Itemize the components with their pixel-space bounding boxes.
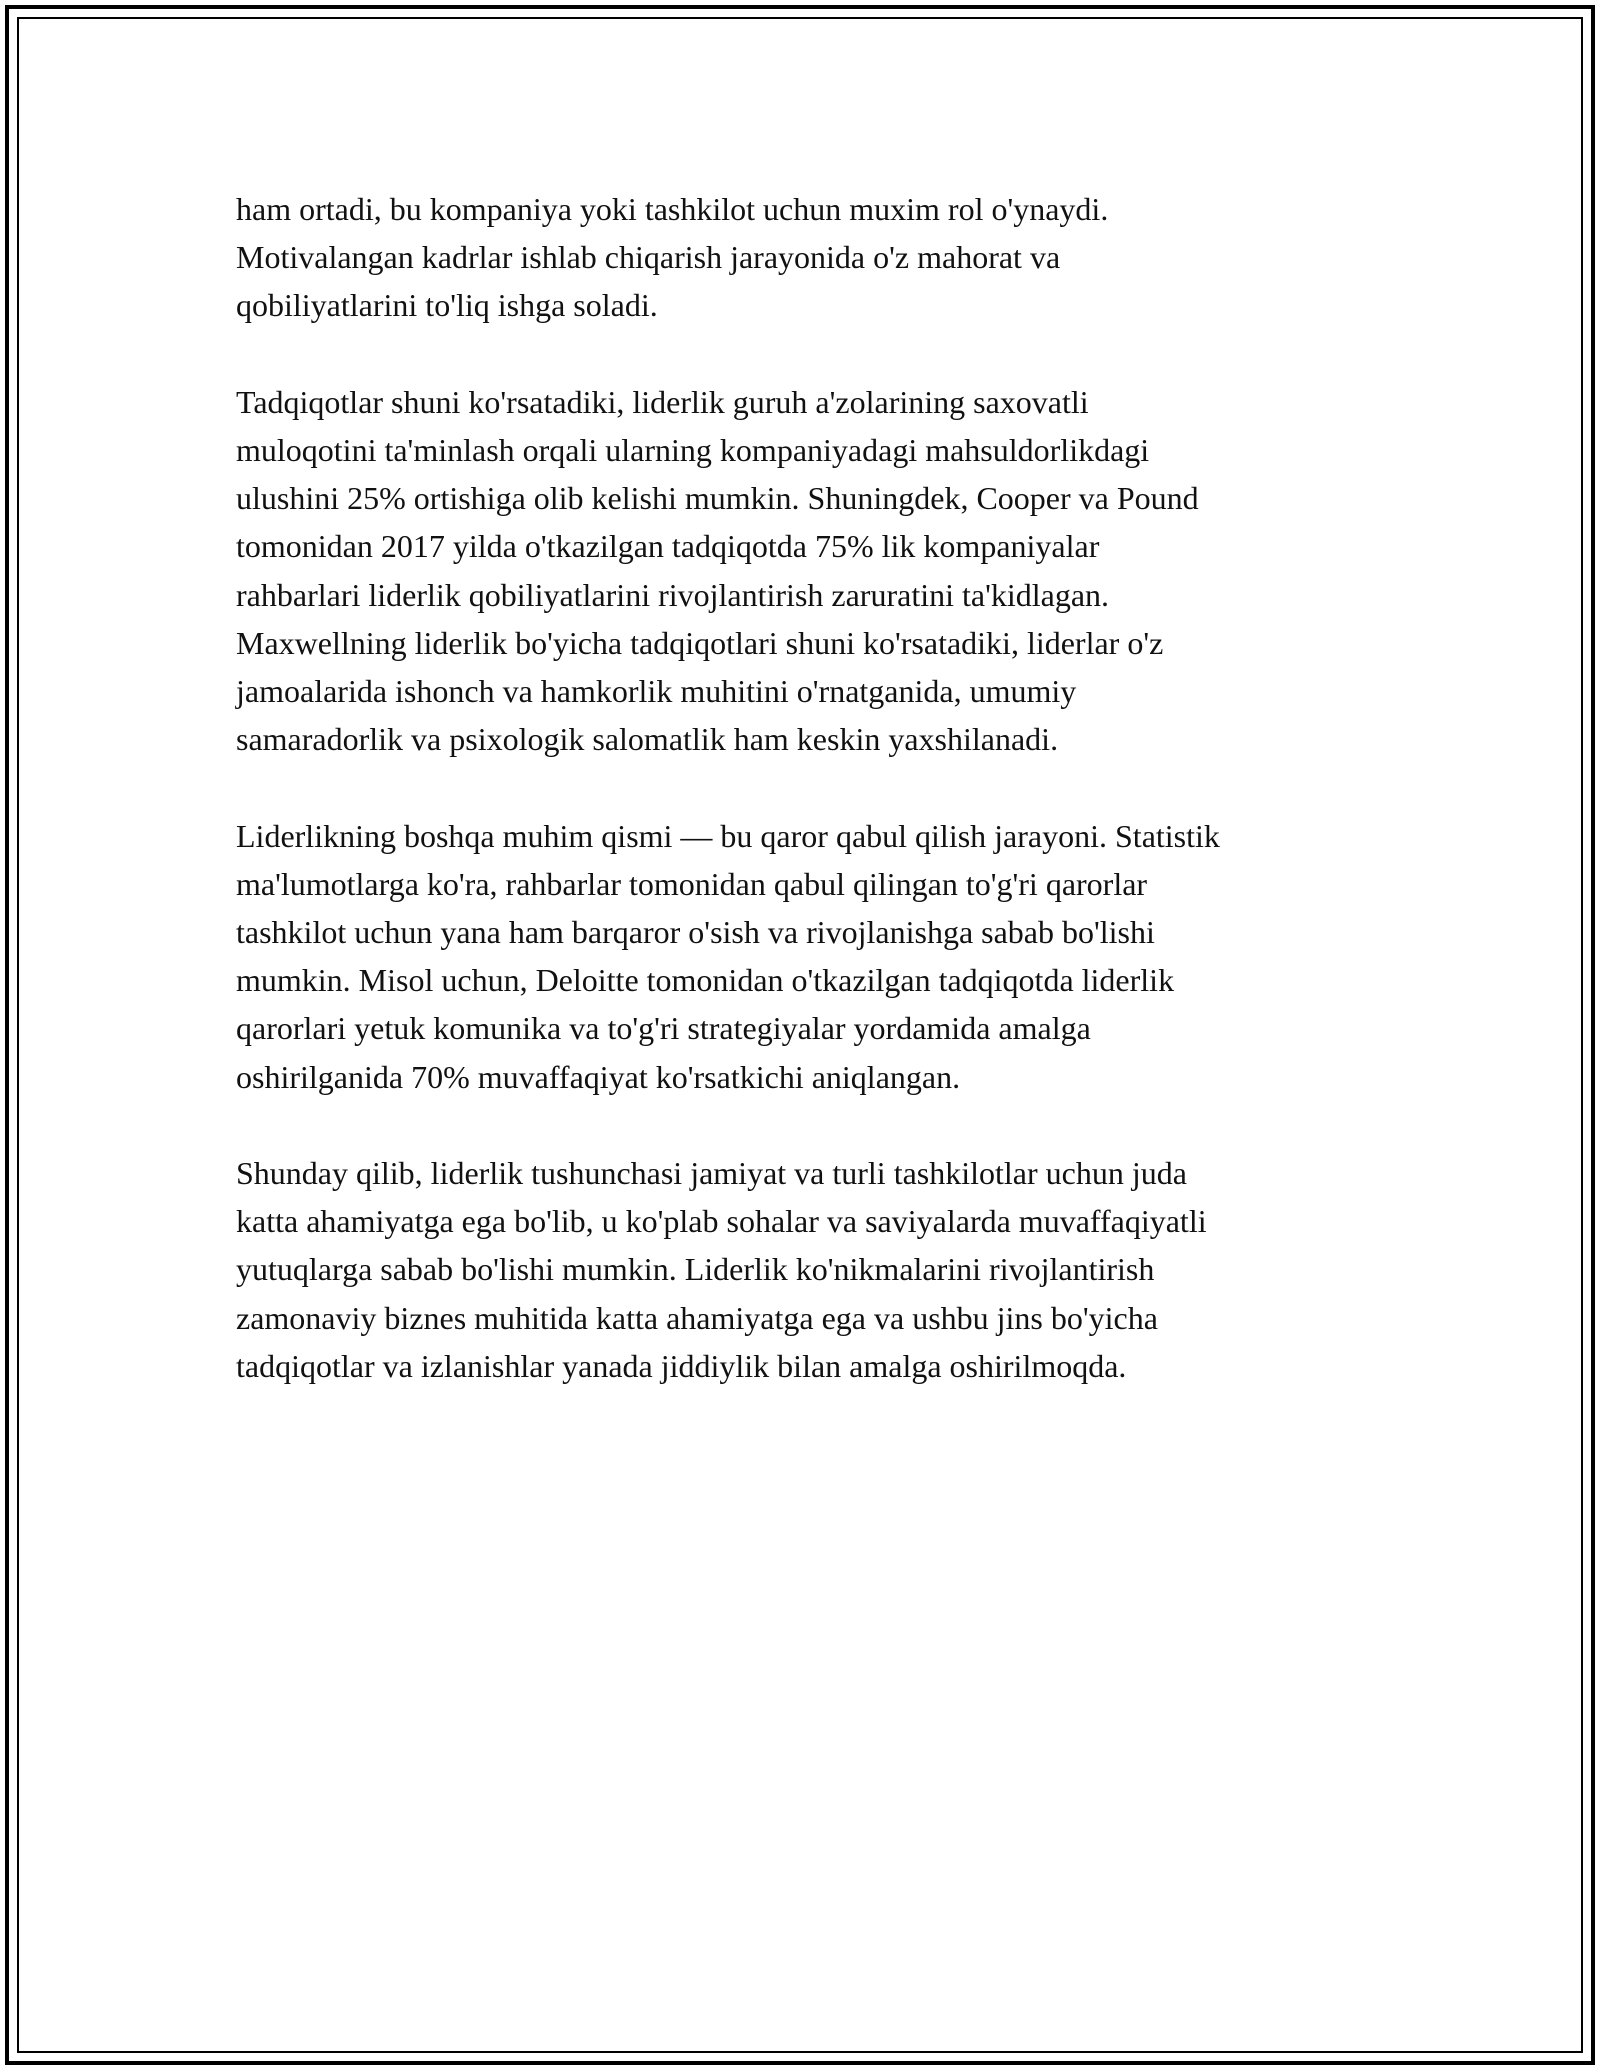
text-line: Liderlikning boshqa muhim qismi — bu qaror qabul qilish jarayoni. Statistik [236,817,1220,854]
text-line: tadqiqotlar va izlanishlar yanada jiddiylik bilan amalga oshirilmoqda. [236,1347,1127,1384]
text-line: oshirilganida 70% muvaffaqiyat ko'rsatkichi aniqlangan. [236,1058,961,1095]
text-line: tomonidan 2017 yilda o'tkazilgan tadqiqotda 75% lik kompaniyalar [236,528,1100,565]
text-line: jamoalarida ishonch va hamkorlik muhitini o'rnatganida, umumiy [236,673,1077,710]
paragraph-3 [236,812,1396,1101]
text-line: qobiliyatlarini to'liq ishga soladi. [236,287,658,324]
text-line: yutuqlarga sabab bo'lishi mumkin. Liderlik ko'nikmalarini rivojlantirish [236,1251,1155,1288]
text-line: muloqotini ta'minlash orqali ularning kompaniyadagi mahsuldorlikdagi [236,432,1150,468]
text-line: Maxwellning liderlik bo'yicha tadqiqotlari shuni ko'rsatadiki, liderlar o'z [236,624,1164,661]
paragraph-4 [236,1149,1396,1390]
paragraph-1 [236,185,1396,330]
text-line: Tadqiqotlar shuni ko'rsatadiki, liderlik guruh a'zolarining saxovatli [236,383,1089,420]
text-line: Motivalangan kadrlar ishlab chiqarish jarayonida o'z mahorat va [236,239,1061,276]
text-line: qarorlari yetuk komunika va to'g'ri strategiyalar yordamida amalga [236,1010,1091,1047]
text-line: rahbarlari liderlik qobiliyatlarini rivojlantirish zaruratini ta'kidlagan. [236,576,1110,613]
text-line: mumkin. Misol uchun, Deloitte tomonidan o'tkazilgan tadqiqotda liderlik [236,962,1175,999]
text-line: ham ortadi, bu kompaniya yoki tashkilot uchun muxim rol o'ynaydi. [236,191,1109,227]
paragraph-2 [236,378,1396,764]
text-line: ulushini 25% ortishiga olib kelishi mumkin. Shuningdek, Cooper va Pound [236,480,1199,517]
document-body [236,185,1396,1438]
text-line: Shunday qilib, liderlik tushunchasi jamiyat va turli tashkilotlar uchun juda [236,1155,1187,1192]
text-line: zamonaviy biznes muhitida katta ahamiyatga ega va ushbu jins bo'yicha [236,1299,1158,1336]
text-line: samaradorlik va psixologik salomatlik ham keskin yaxshilanadi. [236,721,1059,758]
text-line: tashkilot uchun yana ham barqaror o'sish va rivojlanishga sabab bo'lishi [236,914,1155,951]
text-line: ma'lumotlarga ko'ra, rahbarlar tomonidan qabul qilingan to'g'ri qarorlar [236,865,1148,902]
text-line: katta ahamiyatga ega bo'lib, u ko'plab sohalar va saviyalarda muvaffaqiyatli [236,1203,1207,1240]
